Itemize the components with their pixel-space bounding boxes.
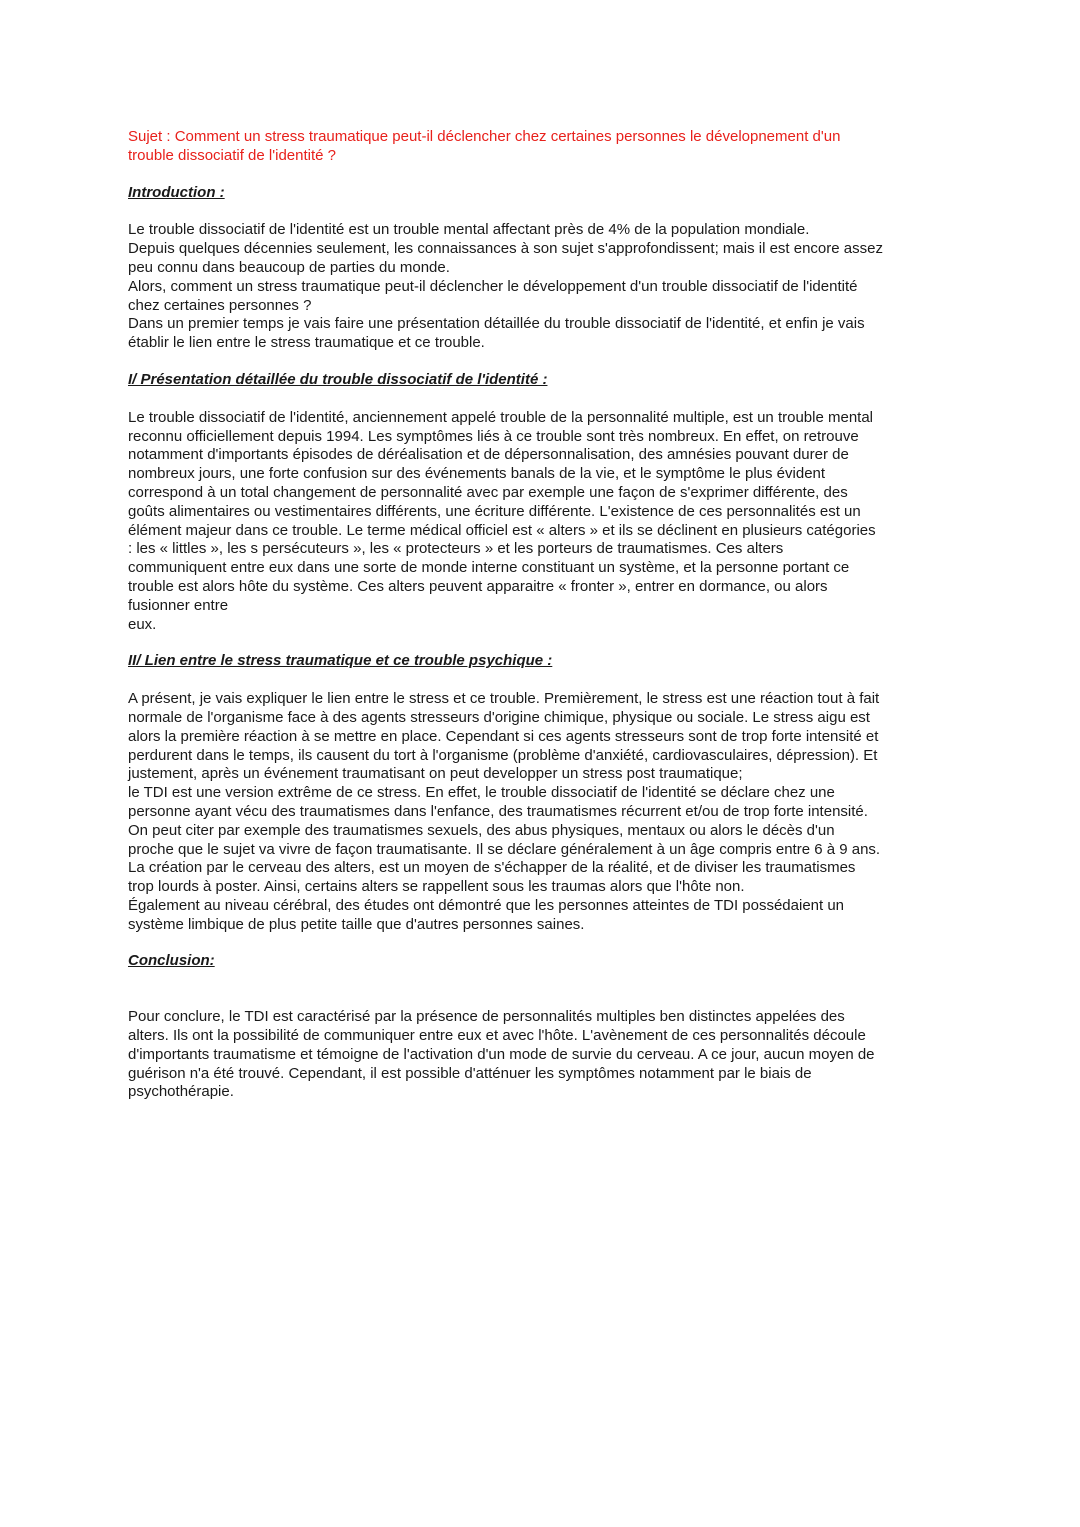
conclusion-heading: Conclusion: [128,952,215,970]
section1-paragraph [128,409,958,635]
text-line: trouble dissociatif de l'identité ? [128,146,336,164]
text-line: La création par le cerveau des alters, est un moyen de s'échapper de la réalité, et de diviser les traumatismes [128,859,856,877]
text-line: alters. Ils ont la possibilité de communiquer entre eux et avec l'hôte. L'avènement de ces personnalités découle [128,1027,866,1045]
text-line: Dans un premier temps je vais faire une présentation détaillée du trouble dissociatif de l'identité, et enfin je vais [128,315,865,333]
text-line: reconnu officiellement depuis 1994. Les symptômes liés à ce trouble sont très nombreux. En effet, on retrouve [128,427,859,445]
conclusion-paragraph [128,1008,958,1102]
text-line: alors la première réaction à se mettre en place. Cependant si ces agents stresseurs sont de trop forte intensité et [128,727,879,745]
text-line: justement, après un événement traumatisant on peut developper un stress post traumatique; [128,765,743,783]
section2-paragraph [128,690,958,934]
text-line: personne ayant vécu des traumatismes dans l'enfance, des traumatismes récurrent et/ou de trop forte intensité. [128,802,868,820]
text-line: nombreux jours, une forte confusion sur des événements banals de la vie, et le symptôme le plus évident [128,465,826,483]
text-line: Le trouble dissociatif de l'identité est un trouble mental affectant près de 4% de la population mondiale. [128,221,810,239]
text-line: établir le lien entre le stress traumatique et ce trouble. [128,334,485,352]
text-line: guérison n'a été trouvé. Cependant, il est possible d'atténuer les symptômes notamment par le biais de [128,1064,812,1082]
text-line: On peut citer par exemple des traumatismes sexuels, des abus physiques, mentaux ou alors le décès d'un [128,821,835,839]
text-line: trouble est alors hôte du système. Ces alters peuvent apparaitre « fronter », entrer en dormance, ou alors [128,577,828,595]
introduction-heading: Introduction : [128,183,225,201]
text-line: peu connu dans beaucoup de parties du monde. [128,258,450,276]
text-line: Également au niveau cérébral, des études ont démontré que les personnes atteintes de TDI possédaient un [128,896,845,914]
text-line: eux. [128,615,157,633]
text-line: Alors, comment un stress traumatique peut-il déclencher le développement d'un trouble dissociatif de l'identité [128,277,858,295]
text-line: Le trouble dissociatif de l'identité, anciennement appelé trouble de la personnalité multiple, est un trouble mental [128,408,873,426]
text-line: Depuis quelques décennies seulement, les connaissances à son sujet s'approfondissent; mais il est encore assez [128,240,883,258]
text-line: Sujet : Comment un stress traumatique peut-il déclencher chez certaines personnes le dévelopnement d'un [128,128,841,145]
text-line: d'importants traumatisme et témoigne de l'activation d'un mode de survie du cerveau. A ce jour, aucun moyen de [128,1045,875,1063]
document-page [128,128,958,1102]
text-line: communiquent entre eux dans une sorte de monde interne constituant un système, et la personne portant ce [128,559,850,577]
text-line: élément majeur dans ce trouble. Le terme médical officiel est « alters » et ils se déclinent en plusieurs catégories [128,521,876,539]
text-line: normale de l'organisme face à des agents stresseurs d'origine chimique, physique ou sociale. Le stress aigu est [128,708,870,726]
text-line: proche que le sujet va vivre de façon traumatisante. Il se déclare généralement à un âge compris entre 6 à 9 ans. [128,840,881,858]
text-line: perdurent dans le temps, ils causent du tort à l'organisme (problème d'anxiété, cardiovasculaires, dépression). Et [128,746,878,764]
text-line: correspond à un total changement de personnalité avec par exemple une façon de s'exprimer différente, des [128,483,848,501]
text-line: goûts alimentaires ou vestimentaires différents, une écriture différente. L'existence de ces personnalités est un [128,502,861,520]
text-line: : les « littles », les s persécuteurs », les « protecteurs » et les porteurs de traumatismes. Ces alters [128,540,784,558]
subject-question [128,128,958,166]
text-line: notamment d'importants épisodes de déréalisation et de dépersonnalisation, des amnésies pouvant durer de [128,446,849,464]
text-line: le TDI est une version extrême de ce stress. En effet, le trouble dissociatif de l'identité se déclare chez une [128,784,835,802]
introduction-paragraph [128,221,958,353]
section2-heading: II/ Lien entre le stress traumatique et ce trouble psychique : [128,652,553,670]
section1-heading: I/ Présentation détaillée du trouble dissociatif de l'identité : [128,370,548,388]
text-line: chez certaines personnes ? [128,296,312,314]
text-line: A présent, je vais expliquer le lien entre le stress et ce trouble. Premièrement, le stress est une réaction tout à fait [128,690,880,708]
text-line: système limbique de plus petite taille que d'autres personnes saines. [128,915,585,933]
text-line: psychothérapie. [128,1083,234,1101]
text-line: trop lourds à poster. Ainsi, certains alters se rappellent sous les traumas alors que l'hôte non. [128,878,745,896]
text-line: Pour conclure, le TDI est caractérisé par la présence de personnalités multiples ben distinctes appelées des [128,1008,845,1026]
text-line: fusionner entre [128,596,229,614]
